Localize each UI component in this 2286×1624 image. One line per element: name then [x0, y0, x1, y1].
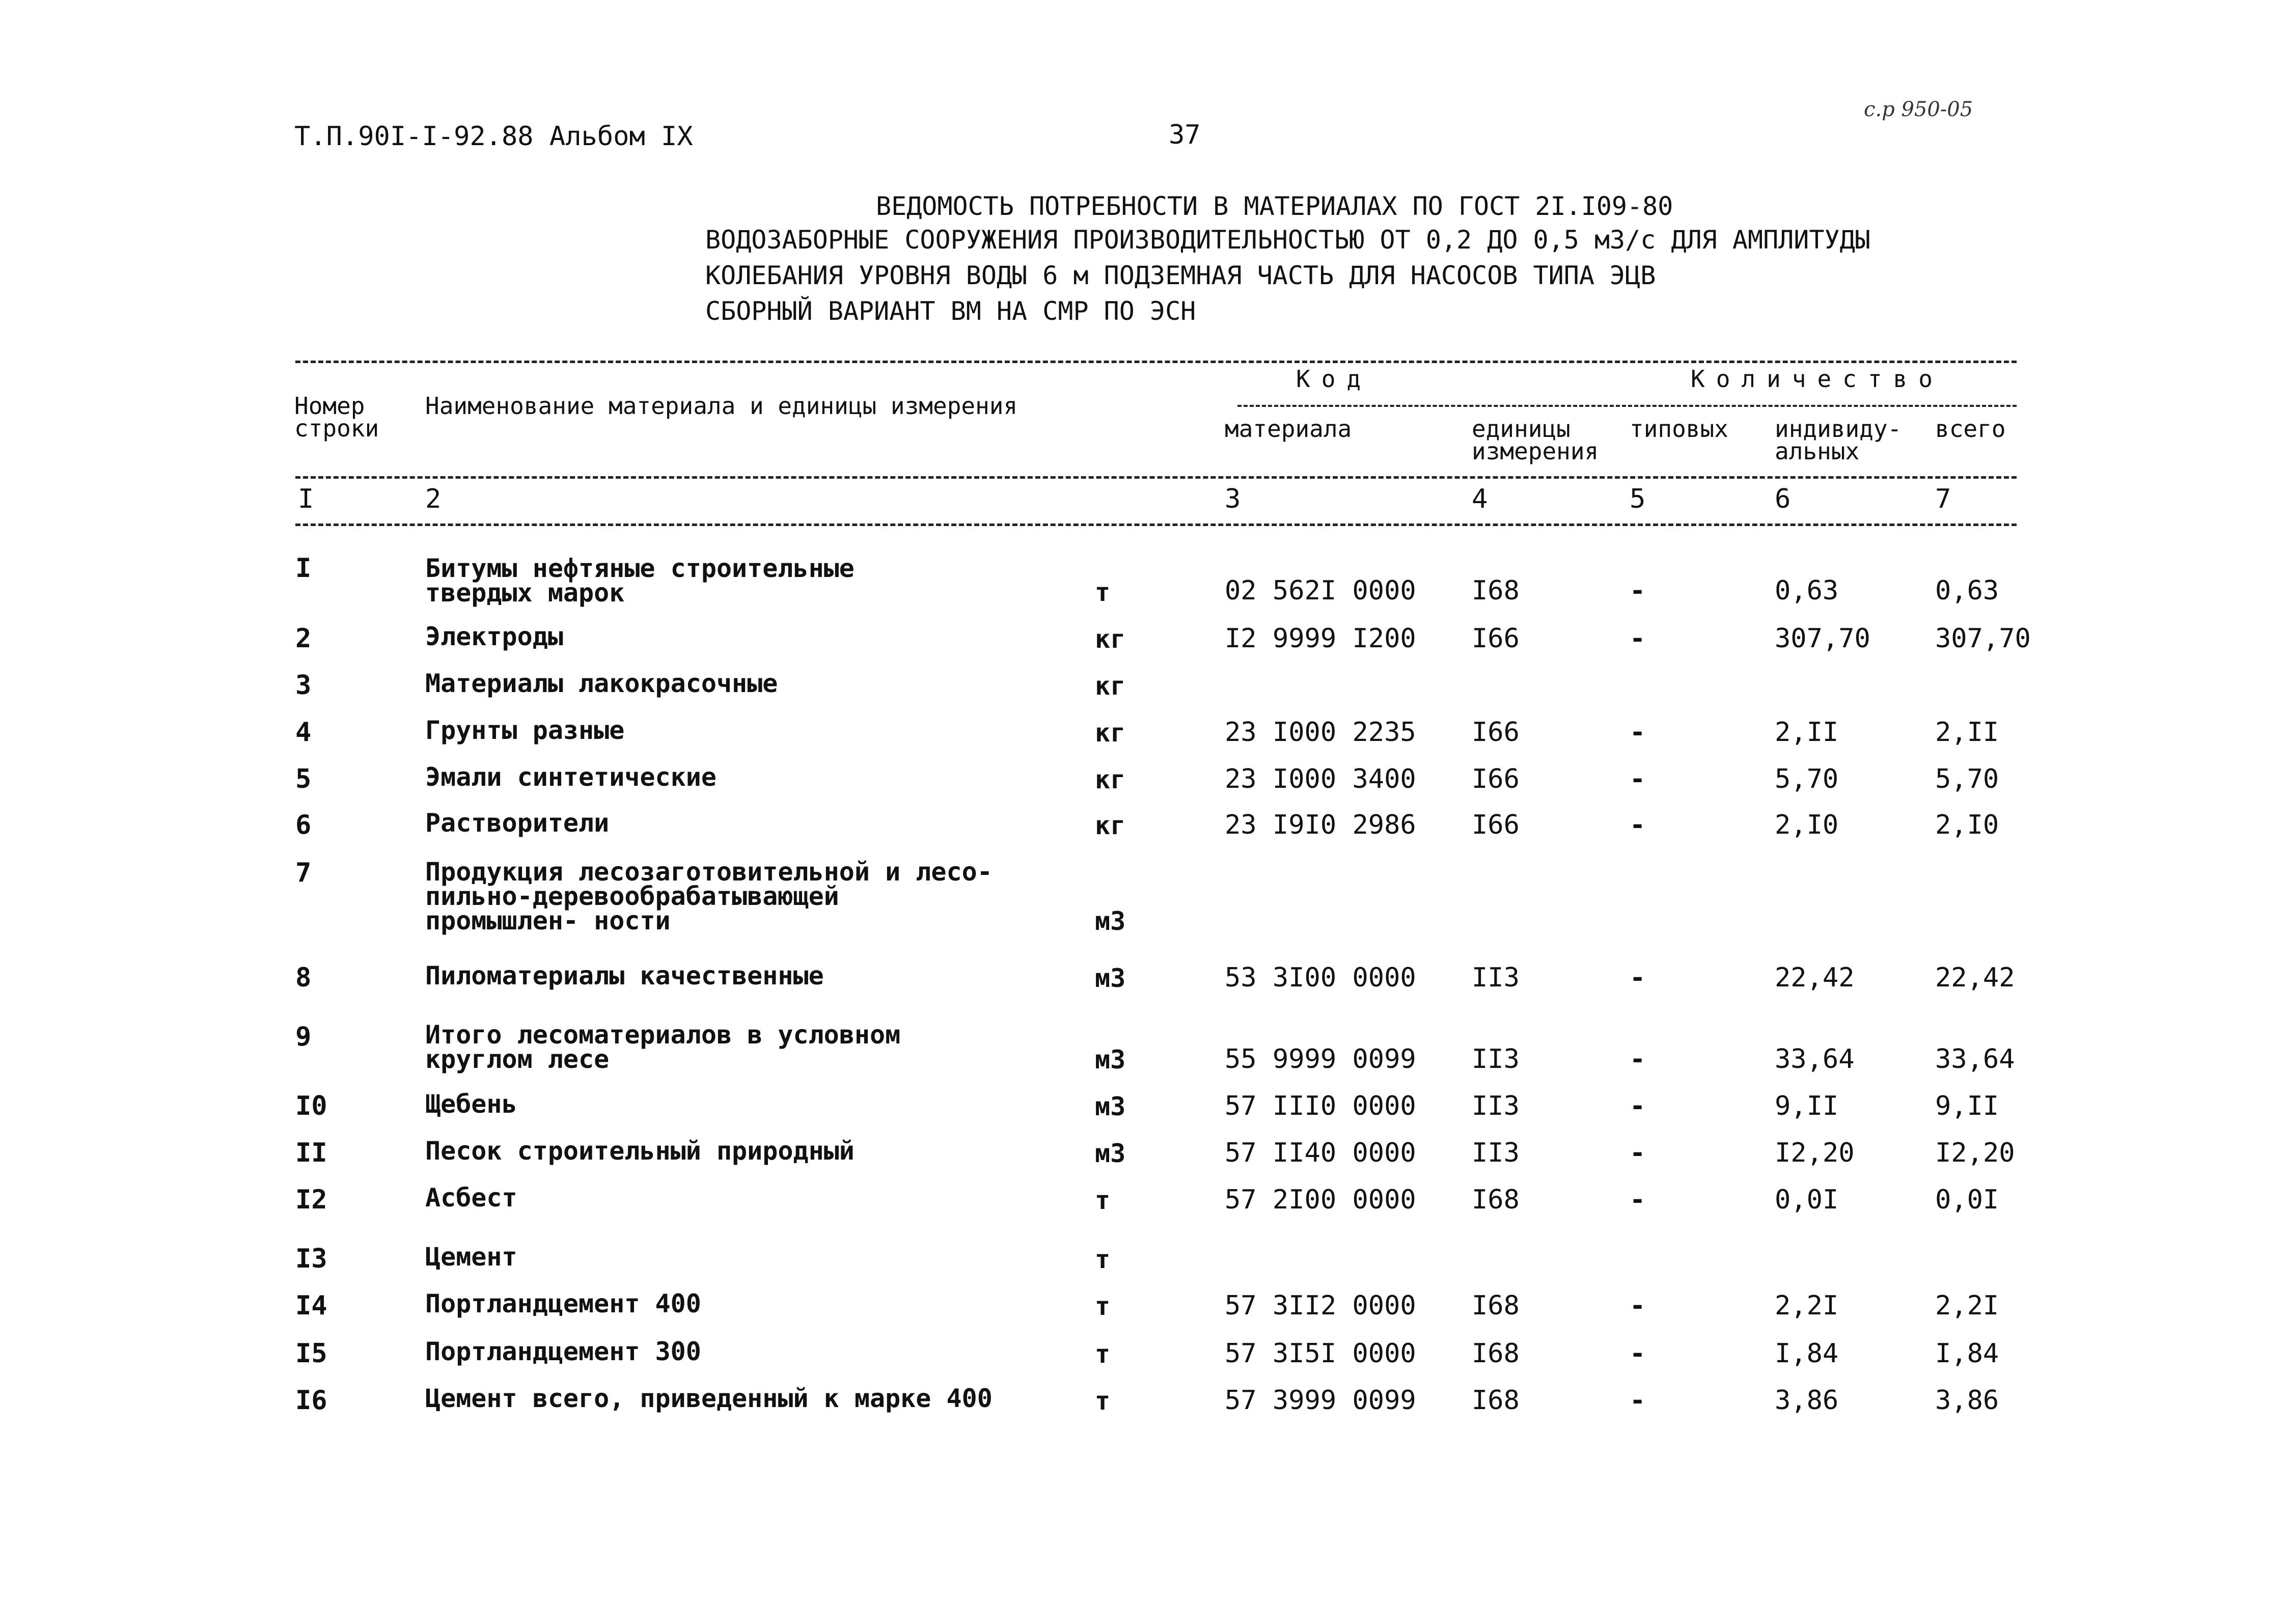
row-material-name: Эмали синтетические	[425, 762, 717, 792]
row-material-code: 57 III0 0000	[1225, 1091, 1416, 1121]
code-subheader-rule	[1237, 405, 2017, 407]
row-unit: кг	[1095, 671, 1126, 701]
row-number: I2	[295, 1185, 327, 1215]
row-typical: -	[1630, 1091, 1646, 1121]
row-unit: м3	[1095, 1045, 1126, 1075]
row-material-code: 53 3I00 0000	[1225, 962, 1416, 993]
row-material-name: Продукция лесозаготовительной и лесо- пильно-деревообрабатывающей промышлен- ности	[425, 857, 993, 935]
table-top-rule	[295, 361, 2017, 363]
header-code-group: Код	[1296, 365, 1372, 393]
row-individual: 3,86	[1775, 1385, 1839, 1416]
row-total: I,84	[1935, 1338, 1999, 1369]
column-numbers-top-rule	[295, 476, 2017, 479]
column-number-1: I	[298, 484, 314, 514]
row-material-name: Щебень	[425, 1089, 517, 1119]
row-material-name: Портландцемент 300	[425, 1337, 701, 1366]
row-unit-code: II3	[1472, 1138, 1520, 1168]
row-unit: м3	[1095, 1139, 1126, 1168]
row-number: II	[295, 1138, 327, 1168]
row-typical: -	[1630, 962, 1646, 993]
row-number: 6	[295, 810, 312, 840]
row-total: 2,2I	[1935, 1290, 1999, 1321]
row-material-code: 23 I9I0 2986	[1225, 810, 1416, 840]
title-line-1: ВЕДОМОСТЬ ПОТРЕБНОСТИ В МАТЕРИАЛАХ ПО ГОСТ 2I.I09-80	[876, 191, 1673, 221]
header-total: всего	[1935, 415, 2006, 443]
row-number: 3	[295, 670, 312, 701]
row-total: I2,20	[1935, 1138, 2015, 1168]
row-individual: 5,70	[1775, 764, 1839, 794]
row-unit: т	[1095, 577, 1111, 607]
row-number: I0	[295, 1091, 327, 1121]
column-number-4: 4	[1472, 484, 1488, 514]
row-typical: -	[1630, 764, 1646, 794]
row-unit: т	[1095, 1386, 1111, 1416]
row-total: 9,II	[1935, 1091, 1999, 1121]
row-number: 8	[295, 962, 312, 993]
row-total: 2,II	[1935, 717, 1999, 748]
row-unit: т	[1095, 1339, 1111, 1369]
row-total: 5,70	[1935, 764, 1999, 794]
header-material-name: Наименование материала и единицы измерения	[425, 392, 1018, 420]
row-individual: 0,0I	[1775, 1185, 1839, 1215]
row-material-name: Портландцемент 400	[425, 1289, 701, 1318]
row-material-name: Битумы нефтяные строительные твердых марок	[425, 554, 855, 608]
row-unit: т	[1095, 1186, 1111, 1215]
row-material-name: Пиломатериалы качественные	[425, 961, 824, 990]
row-unit: кг	[1095, 811, 1126, 840]
row-unit-code: I68	[1472, 1338, 1520, 1369]
row-unit: м3	[1095, 1092, 1126, 1121]
header-unit-code: единицы измерения	[1472, 415, 1599, 465]
row-unit-code: I66	[1472, 623, 1520, 654]
row-individual: 22,42	[1775, 962, 1855, 993]
row-number: I	[295, 553, 312, 584]
row-unit: кг	[1095, 765, 1126, 794]
row-unit: м3	[1095, 964, 1126, 993]
handwritten-note: с.р 950-05	[1864, 98, 1973, 121]
row-individual: I,84	[1775, 1338, 1839, 1369]
row-total: 307,70	[1935, 623, 2031, 654]
row-number: I5	[295, 1338, 327, 1369]
row-material-name: Цемент	[425, 1242, 517, 1272]
row-typical: -	[1630, 1338, 1646, 1369]
column-number-5: 5	[1630, 484, 1646, 514]
row-typical: -	[1630, 1290, 1646, 1321]
header-quantity-group: Количество	[1691, 365, 1944, 393]
row-unit-code: I66	[1472, 810, 1520, 840]
row-material-code: 55 9999 0099	[1225, 1044, 1416, 1075]
row-individual: 33,64	[1775, 1044, 1855, 1075]
row-total: 2,I0	[1935, 810, 1999, 840]
row-material-name: Грунты разные	[425, 715, 625, 745]
row-number: I4	[295, 1290, 327, 1321]
row-number: 7	[295, 858, 312, 888]
row-unit-code: I68	[1472, 1185, 1520, 1215]
row-material-code: 57 3II2 0000	[1225, 1290, 1416, 1321]
row-total: 0,0I	[1935, 1185, 1999, 1215]
row-unit: т	[1095, 1291, 1111, 1321]
title-line-2: ВОДОЗАБОРНЫЕ СООРУЖЕНИЯ ПРОИЗВОДИТЕЛЬНОСТЬЮ ОТ 0,2 ДО 0,5 м3/с ДЛЯ АМПЛИТУДЫ	[705, 225, 1870, 255]
row-material-name: Песок строительный природный	[425, 1136, 855, 1166]
page-number: 37	[1169, 120, 1201, 150]
row-typical: -	[1630, 1185, 1646, 1215]
row-unit-code: II3	[1472, 1091, 1520, 1121]
row-individual: I2,20	[1775, 1138, 1855, 1168]
row-individual: 2,2I	[1775, 1290, 1839, 1321]
row-total: 22,42	[1935, 962, 2015, 993]
row-unit: кг	[1095, 718, 1126, 748]
row-unit-code: I68	[1472, 575, 1520, 606]
row-material-code: I2 9999 I200	[1225, 623, 1416, 654]
row-unit-code: I68	[1472, 1385, 1520, 1416]
row-typical: -	[1630, 623, 1646, 654]
row-typical: -	[1630, 1385, 1646, 1416]
row-total: 3,86	[1935, 1385, 1999, 1416]
row-unit: т	[1095, 1245, 1111, 1274]
row-material-code: 57 II40 0000	[1225, 1138, 1416, 1168]
row-unit: м3	[1095, 906, 1126, 936]
row-material-code: 23 I000 3400	[1225, 764, 1416, 794]
row-unit-code: II3	[1472, 1044, 1520, 1075]
row-number: 2	[295, 623, 312, 654]
row-material-code: 57 3999 0099	[1225, 1385, 1416, 1416]
row-unit-code: I68	[1472, 1290, 1520, 1321]
row-individual: 0,63	[1775, 575, 1839, 606]
header-typical: типовых	[1630, 415, 1728, 443]
column-number-3: 3	[1225, 484, 1241, 514]
row-typical: -	[1630, 1044, 1646, 1075]
row-typical: -	[1630, 717, 1646, 748]
row-total: 0,63	[1935, 575, 1999, 606]
column-numbers-bottom-rule	[295, 524, 2017, 526]
column-number-7: 7	[1935, 484, 1951, 514]
row-typical: -	[1630, 810, 1646, 840]
row-unit-code: I66	[1472, 764, 1520, 794]
document-reference: Т.П.90I-I-92.88 Альбом IX	[294, 121, 693, 152]
row-typical: -	[1630, 1138, 1646, 1168]
column-number-6: 6	[1775, 484, 1791, 514]
row-material-code: 02 562I 0000	[1225, 575, 1416, 606]
row-material-code: 57 3I5I 0000	[1225, 1338, 1416, 1369]
row-individual: 2,I0	[1775, 810, 1839, 840]
row-number: 9	[295, 1022, 312, 1052]
row-number: 5	[295, 764, 312, 794]
header-individual: индивиду- альных	[1775, 415, 1902, 465]
row-number: I3	[295, 1244, 327, 1274]
row-number: 4	[295, 717, 312, 748]
header-material-code: материала	[1225, 415, 1352, 443]
row-material-name: Асбест	[425, 1183, 517, 1213]
row-total: 33,64	[1935, 1044, 2015, 1075]
row-material-name: Электроды	[425, 622, 563, 651]
row-individual: 9,II	[1775, 1091, 1839, 1121]
row-individual: 307,70	[1775, 623, 1870, 654]
row-typical: -	[1630, 575, 1646, 606]
row-unit: кг	[1095, 624, 1126, 654]
row-unit-code: I66	[1472, 717, 1520, 748]
row-material-code: 23 I000 2235	[1225, 717, 1416, 748]
row-unit-code: II3	[1472, 962, 1520, 993]
title-line-4: СБОРНЫЙ ВАРИАНТ ВМ НА СМР ПО ЭСН	[705, 296, 1196, 326]
row-material-name: Итого лесоматериалов в условном круглом лесе	[425, 1020, 901, 1074]
row-material-name: Растворители	[425, 808, 610, 838]
column-number-2: 2	[425, 484, 442, 514]
row-material-name: Цемент всего, приведенный к марке 400	[425, 1384, 993, 1413]
row-individual: 2,II	[1775, 717, 1839, 748]
header-row-number: Номер строки	[294, 392, 379, 442]
row-material-name: Материалы лакокрасочные	[425, 669, 778, 698]
row-material-code: 57 2I00 0000	[1225, 1185, 1416, 1215]
row-number: I6	[295, 1385, 327, 1416]
title-line-3: КОЛЕБАНИЯ УРОВНЯ ВОДЫ 6 м ПОДЗЕМНАЯ ЧАСТЬ ДЛЯ НАСОСОВ ТИПА ЭЦВ	[705, 261, 1656, 290]
